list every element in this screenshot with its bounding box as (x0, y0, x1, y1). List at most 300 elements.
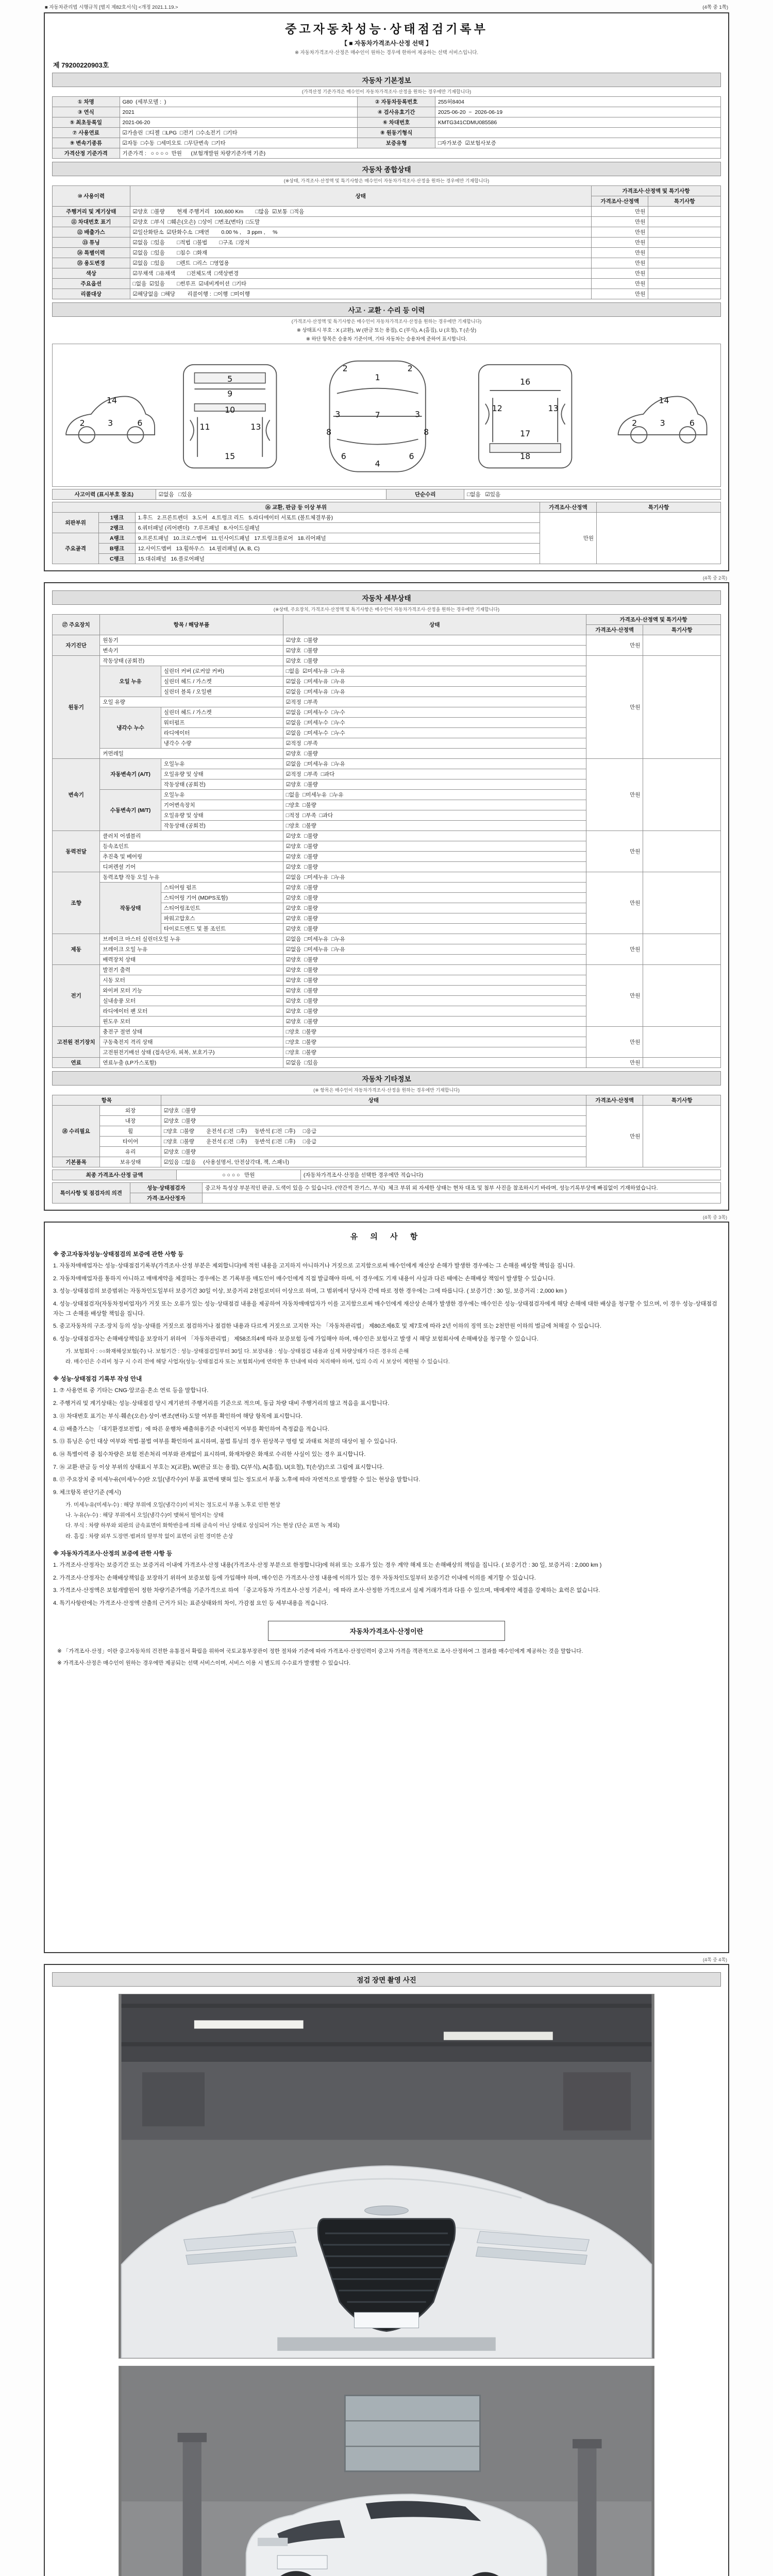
header-cell: 가격조사·산정액 및 특기사항 (586, 615, 720, 625)
table-row (53, 117, 721, 128)
cell: 중고차 특성상 부분적인 판금, 도색이 있을 수 있습니다. (약간씩 잔기스, 부식) 체크 부위 외 자세한 상태는 현차 대조 및 첨부 사진을 참조하시기 바라며, 성능기록부상에 빠짐없이 기재하였습니다. (203, 1183, 721, 1193)
table-row (53, 1095, 721, 1106)
notice-line: 1. ⑦ 사용연료 중 기타는 CNG·알코올·혼소 연료 등을 말합니다. (53, 1387, 209, 1394)
cell: 만원 (586, 1106, 643, 1167)
header-cell: 수동변속기 (M/T) (100, 790, 161, 831)
cell (643, 656, 721, 759)
cell: 만원 (586, 934, 643, 965)
notice-box (44, 1222, 729, 1953)
table-row (53, 934, 721, 944)
cell[interactable]: ☑양호 □불량 (283, 996, 586, 1006)
cell[interactable]: ☑양호 □불량 (283, 1006, 586, 1016)
cell[interactable]: ☑있음 □없음 (사용설명서, 안전삼각대, 잭, 스패너) (161, 1157, 586, 1167)
cell (643, 759, 721, 831)
cell (643, 1058, 721, 1068)
wheel-house-arc (561, 404, 565, 425)
cell: 타이로드엔드 및 볼 조인트 (161, 924, 283, 934)
notice-line: ※ 가격조사·산정은 매수인이 원하는 경우에만 제공되는 선택 서비스이며, 서비스 이용 시 별도의 수수료가 발생할 수 있습니다. (57, 1659, 351, 1666)
cell[interactable]: ☑양호 □불량 (283, 1016, 586, 1027)
cell: 기어변속장치 (161, 800, 283, 810)
cell: 원동기 (100, 635, 283, 646)
diagram-part-number: 3 (108, 418, 113, 428)
cell[interactable]: ☑무채색 □유채색 □전체도색 □색상변경 (130, 268, 591, 279)
cell (597, 513, 721, 564)
diagram-part-number: 3 (415, 409, 421, 419)
cell: 만원 (586, 965, 643, 1027)
cell[interactable]: ☑양호 □불량 (161, 1106, 586, 1116)
cell[interactable]: ☑없음 □있음 (156, 489, 386, 500)
notice-line: 4. ⑫ 배출가스는 「대기환경보전법」에 따른 운행차 배출허용기준 이내인지 여부를 확인하여 측정값을 적습니다. (53, 1426, 329, 1432)
section-etc-note: (※ 항목은 매수인이 자동차가격조사·산정을 원하는 경우에만 기재합니다) (313, 1088, 460, 1093)
header-cell: 상태 (283, 615, 586, 635)
cell (643, 965, 721, 1027)
table-row (53, 279, 721, 289)
section-accident-title: 사고 · 교환 · 수리 등 이력 (52, 302, 721, 317)
cell (648, 227, 721, 238)
cell[interactable]: ☑없음 □미세누수 □누수 (283, 718, 586, 728)
cell: 만원 (586, 872, 643, 934)
cell[interactable]: ☑적정 □부족 (283, 697, 586, 707)
cell: (자동차가격조사·산정을 선택한 경우에만 적습니다) (300, 1170, 720, 1180)
cell: 브레이크 마스터 실린더오일 누유 (100, 934, 283, 944)
cell: 시동 모터 (100, 975, 283, 986)
cell: 만원 (592, 279, 648, 289)
diagram-part-number: 9 (227, 388, 233, 399)
notice-line: ※ 자동차가격조사·산정의 보증에 관한 사항 등 (53, 1550, 172, 1557)
header-cell: ⑩ 사용이력 (53, 186, 130, 207)
cell: 유리 (100, 1147, 161, 1157)
cell[interactable]: ☑없음 □미세누유 □누유 (283, 944, 586, 955)
header-cell: ⑦ 사용연료 (53, 128, 120, 138)
notice-line: 가. 보험회사 : ○○화재해상보험(주) 나. 보험기간 : 성능·상태점검일부터 30일 다. 보장내용 : 성능·상태점검 내용과 실제 차량상태가 다른 경우의 손해 (65, 1348, 409, 1354)
cell[interactable]: ☑양호 □불량 (283, 831, 586, 841)
cell: 만원 (592, 289, 648, 299)
cell[interactable]: ☑양호 □불량 (283, 883, 586, 893)
notice-line: ※ 중고자동차성능·상태점검의 보증에 관한 사항 등 (53, 1251, 184, 1258)
table-row (53, 258, 721, 268)
section-photos-title: 점검 장면 촬영 사진 (52, 1972, 721, 1987)
diagram-part-number: 16 (520, 377, 531, 387)
notice-content (52, 1231, 721, 1668)
cell: 작동상태 (공회전) (161, 779, 283, 790)
header-cell: 가격조사·산정액 (586, 1095, 643, 1106)
cell: 라디에이터 팬 모터 (100, 1006, 283, 1016)
diagram-part-number: 13 (250, 421, 261, 432)
cell[interactable]: ☑양호 □불량 (283, 924, 586, 934)
cell: ○ ○ ○ ○ 만원 (176, 1170, 300, 1180)
header-cell: ⑭ 특별이력 (53, 248, 130, 258)
diagram-part-number: 10 (225, 404, 236, 415)
page-marker-3: (4쪽 중 3쪽) (702, 1215, 727, 1220)
cell: 만원 (586, 759, 643, 831)
diagram-part-number: 2 (632, 418, 637, 428)
cell[interactable]: ☑없음 □미세누유 □누유 (283, 872, 586, 883)
cell: 255허8404 (435, 97, 720, 107)
header-cell: 조향 (53, 872, 100, 934)
header-cell: ⑱ 수리필요 (53, 1106, 100, 1157)
header-cell: ⑨ 변속기종류 (53, 138, 120, 148)
photo-front-illustration (119, 1994, 654, 2358)
header-cell: 전기 (53, 965, 100, 1027)
notice-line: 라. 매수인은 수리비 청구 시 수리 전에 해당 사업자(성능·상태점검자 또는 보험회사)에 연락한 후 안내에 따라 처리해야 하며, 임의 수리 시 보상이 제한될 수 있습니다. (65, 1359, 450, 1365)
cell (648, 268, 721, 279)
cell[interactable]: ☑양호 □불량 (283, 749, 586, 759)
cell (648, 217, 721, 227)
diagram-part-number: 14 (106, 395, 117, 405)
photo-lift-illustration (119, 2366, 654, 2576)
cell[interactable]: □없음 □미세누유 □누유 (283, 790, 586, 800)
accident-history-table (52, 489, 721, 500)
cell[interactable]: ☑양호 □불량 (283, 656, 586, 666)
document-number: 제 79200220903호 (53, 61, 109, 69)
cell[interactable]: ☑양호 □불량 (161, 1116, 586, 1126)
cell: 작동상태 (공회전) (100, 656, 283, 666)
diagram-part-number: 12 (492, 403, 502, 414)
diagram-part-number: 3 (335, 409, 341, 419)
cell[interactable]: ☑없음 □있음 □적법 □불법 □구조 □장치 (130, 238, 591, 248)
cell[interactable]: ☑양호 □불량 (283, 903, 586, 913)
cell[interactable]: ☑양호 □불량 (283, 646, 586, 656)
inspection-record-box (44, 12, 729, 571)
cell[interactable]: □없음 ☑미세누유 □누유 (283, 666, 586, 676)
cell (648, 258, 721, 268)
cell: 충전구 절연 상태 (100, 1027, 283, 1037)
notice-title: 유 의 사 항 (350, 1232, 423, 1241)
cell[interactable]: □양호 □불량 (283, 1047, 586, 1058)
top-line (44, 2, 729, 12)
cell[interactable]: ☑양호 □불량 (283, 955, 586, 965)
table-row (53, 238, 721, 248)
cell: 2021-06-20 (120, 117, 358, 128)
basic-info-table (52, 96, 721, 159)
header-cell: 상태 (130, 186, 591, 207)
table-row (53, 289, 721, 299)
cell[interactable]: ☑양호 □불량 (283, 852, 586, 862)
notice-line: 5. ⑬ 튜닝은 승인 대상 여부와 적법·불법 여부를 확인하여 표시하며, 불법 튜닝의 경우 원상복구 명령 및 과태료 처분의 대상이 될 수 있습니다. (53, 1438, 397, 1445)
cell: 오일누유 (161, 759, 283, 769)
cell[interactable]: ☑없음 □있음 □렌트 □리스 □영업용 (130, 258, 591, 268)
cell[interactable]: □양호 □불량 운전석 (□전 □후) 동반석 (□전 □후) □응급 (161, 1126, 586, 1137)
cell: 만원 (592, 217, 648, 227)
cell: 1.후드 2.프론트펜더 3.도어 4.트렁크 리드 5.라디에이터 서포트 (볼트체결부품) (135, 513, 540, 523)
cell: 클러치 어셈블리 (100, 831, 283, 841)
header-cell: 특기사항 (643, 625, 721, 635)
header-cell: ⑬ 튜닝 (53, 238, 130, 248)
table-row (53, 831, 721, 841)
diagram-part-number: 1 (375, 372, 380, 382)
cell: 작동상태 (공회전) (161, 821, 283, 831)
cell: 보유상태 (100, 1157, 161, 1167)
cell: 만원 (586, 1027, 643, 1058)
cell[interactable]: ☑자동 □수동 □세미오토 □무단변속 □기타 (120, 138, 358, 148)
document-subtitle: 【 ■ 자동차가격조사·산정 선택 】 (341, 40, 432, 47)
detail-condition-box (44, 582, 729, 1211)
notice-line: 1. 자동차매매업자는 성능·상태점검기록부(가격조사·산정 부분은 제외합니다)에 적힌 내용을 고지하지 아니하거나 거짓으로 고지함으로써 매수인에게 재산상 손해가 발생한 경우에는 그 손해를 배상할 책임을 집니다. (53, 1263, 575, 1269)
cell: 만원 (592, 258, 648, 268)
table-row (53, 759, 721, 769)
notice-line: 2. 주행거리 및 계기상태는 성능·상태점검 당시 계기판의 주행거리를 기준으로 적으며, 동급 차량 대비 주행거리의 많고 적음을 표시합니다. (53, 1400, 390, 1407)
car-diagram (53, 346, 717, 483)
table-row (53, 107, 721, 117)
cell (648, 279, 721, 289)
diagram-part-number: 6 (409, 451, 414, 462)
cell: 윈도우 모터 (100, 1016, 283, 1027)
header-cell: 가격조사·산정액 및 특기사항 (592, 186, 721, 196)
cell[interactable]: ☑양호 □불량 (283, 635, 586, 646)
table-row (53, 268, 721, 279)
panel-rank-table (52, 502, 721, 564)
header-cell: B랭크 (99, 544, 135, 554)
cell: 2021 (120, 107, 358, 117)
cell[interactable]: ☑양호 □불량 (283, 779, 586, 790)
cell[interactable]: □양호 □불량 운전석 (□전 □후) 동반석 (□전 □후) □응급 (161, 1137, 586, 1147)
table-row (53, 502, 721, 513)
rear-window-line (337, 439, 418, 444)
cell: 9.프론트패널 10.크로스멤버 11.인사이드패널 17.트렁크플로어 18.리어패널 (135, 533, 540, 544)
cell (643, 1027, 721, 1058)
header-cell: 사고이력 (표시부호 참조) (53, 489, 156, 500)
cell: 기준가격 : ○ ○ ○ ○ 만원 (보험개발원 차량기준가액 기준) (120, 148, 721, 159)
cell (648, 238, 721, 248)
cell: 커먼레일 (100, 749, 283, 759)
cell: 만원 (592, 207, 648, 217)
cell[interactable]: ☑양호 □불량 (283, 841, 586, 852)
header-cell: ⑫ 배출가스 (53, 227, 130, 238)
header-cell: 보증유형 (358, 138, 435, 148)
table-row (53, 217, 721, 227)
header-cell: 단순수리 (386, 489, 464, 500)
document-title: 중고자동차성능·상태점검기록부 (285, 22, 488, 36)
cell: 고전원전기배선 상태 (접속단자, 피복, 보호기구) (100, 1047, 283, 1058)
cell[interactable]: ☑양호 □불량 (283, 975, 586, 986)
cell: 추진축 및 베어링 (100, 852, 283, 862)
cell[interactable]: ☑가솔린 □디젤 □LPG □전기 □수소전기 □기타 (120, 128, 358, 138)
cell[interactable]: ☑없음 □미세누유 □누유 (283, 759, 586, 769)
header-cell: 주요옵션 (53, 279, 130, 289)
cell[interactable]: □적정 □부족 □과다 (283, 810, 586, 821)
cell: 파워고압호스 (161, 913, 283, 924)
diagram-part-number: 17 (520, 428, 531, 438)
cell: 오일유량 및 상태 (161, 769, 283, 779)
diagram-part-number: 8 (424, 427, 429, 437)
diagram-part-number: 6 (689, 418, 695, 428)
notice-line: 2. 가격조사·산정자는 손해배상책임을 보장하기 위하여 보증보험 등에 가입해야 하며, 매수인은 가격조사·산정 내용에 이의가 있는 경우 자동차인도일부터 보증기간 이내에 이의를 제기할 수 있습니다. (53, 1574, 536, 1581)
cell[interactable]: □양호 □불량 (283, 821, 586, 831)
section-detail-title: 자동차 세부상태 (52, 590, 721, 605)
notice-line: 4. 성능·상태점검자(자동차정비업자)가 거짓 또는 오류가 있는 성능·상태점검 내용을 제공하여 자동차매매업자가 이를 고지함으로써 매수인에게 재산상 손해가 발생한 경우에는 매수인은 성능·상태점검자에게 해당 손해에 대한 배상을 청구할 수 있으며, 이 경우 성능·상태점검자는 그 손해를 배상할 책임을 집니다. (53, 1301, 717, 1317)
cell[interactable]: □자가보증 ☑보험사보증 (435, 138, 720, 148)
header-cell: 특기사항 (648, 196, 721, 207)
table-row (53, 97, 721, 107)
header-cell: 제동 (53, 934, 100, 965)
cell[interactable]: ☑없음 □미세누수 □누수 (283, 728, 586, 738)
notice-line: 8. ⑰ 주요장치 중 미세누유(미세누수)란 오일(냉각수)이 부품 표면에 맺혀 있는 정도로서 부품 노후에 따라 자연적으로 발생할 수 있는 현상을 말합니다. (53, 1477, 421, 1483)
photo-workshop-lift (119, 2366, 654, 2576)
cell[interactable]: □양호 □불량 (283, 1027, 586, 1037)
cell (203, 1193, 721, 1204)
header-cell: 항목 / 해당부품 (100, 615, 283, 635)
cell[interactable]: ☑일산화탄소 ☑탄화수소 □매연 0.00 % , 3 ppm , % (130, 227, 591, 238)
notice-line: 7. ⑯ 교환·판금 등 이상 부위의 상태표시 부호는 X(교환), W(판금 또는 용접), C(부식), A(흠집), U(요철), T(손상)으로 그림에 표시합니다. (53, 1464, 384, 1470)
notice-line: 6. ⑭ 특별이력 중 침수차량은 보험 전손처리 여부와 관계없이 표시하며, 화재차량은 화재로 수리한 사실이 있는 경우 표시합니다. (53, 1451, 366, 1458)
cell: 오일 유량 (100, 697, 283, 707)
header-cell: 색상 (53, 268, 130, 279)
diagram-part-number: 13 (548, 403, 559, 414)
cell: 동력조향 작동 오일 누유 (100, 872, 283, 883)
section-basic-info-title: 자동차 기본정보 (52, 73, 721, 87)
table-row (53, 615, 721, 625)
header-cell: 가격·조사산정자 (130, 1193, 203, 1204)
photos-box (44, 1964, 729, 2576)
header-cell: 기본품목 (53, 1157, 100, 1167)
cell: 만원 (586, 656, 643, 759)
photo-workshop-front (119, 1994, 654, 2359)
cell[interactable]: ☑없음 □있음 □침수 □화재 (130, 248, 591, 258)
table-row (53, 656, 721, 666)
cell: 만원 (592, 227, 648, 238)
header-cell: 동력전달 (53, 831, 100, 872)
notice-line: 9. 체크항목 판단기준 (예시) (53, 1489, 121, 1496)
table-row (53, 513, 721, 523)
header-cell: ① 차명 (53, 97, 120, 107)
cell[interactable]: ☑양호 □불량 (161, 1147, 586, 1157)
cell: 발전기 출력 (100, 965, 283, 975)
table-row (53, 227, 721, 238)
header-cell: ⑯ 교환, 판금 등 이상 부위 (53, 502, 540, 513)
header-cell: 특기사항 (597, 502, 721, 513)
cell: 구동축전지 격리 상태 (100, 1037, 283, 1047)
table-row (53, 1106, 721, 1116)
cell: 외장 (100, 1106, 161, 1116)
cell: 15.대쉬패널 16.플로어패널 (135, 554, 540, 564)
header-cell: ⑧ 원동기형식 (358, 128, 435, 138)
cell: 스티어링 펌프 (161, 883, 283, 893)
cell[interactable]: ☑양호 □불량 (283, 893, 586, 903)
cell[interactable]: ☑양호 □불량 현재 주행거리 100,600 Km □많음 ☑보통 □적음 (130, 207, 591, 217)
inspector-opinion-table (52, 1182, 721, 1204)
final-price-table (52, 1170, 721, 1180)
cell[interactable]: ☑없음 □미세누수 □누수 (283, 707, 586, 718)
header-cell: 가격조사·산정액 (586, 625, 643, 635)
cell: 만원 (586, 635, 643, 656)
cell[interactable]: ☑없음 □미세누유 □누유 (283, 687, 586, 697)
cell[interactable]: □없음 ☑있음 □썬루프 ☑네비게이션 □기타 (130, 279, 591, 289)
cell: 만원 (592, 238, 648, 248)
cell[interactable]: ☑양호 □부식 □훼손(오손) □상이 □변조(변타) □도말 (130, 217, 591, 227)
header-cell: ③ 연식 (53, 107, 120, 117)
header-cell: C랭크 (99, 554, 135, 564)
diagram-part-number: 3 (660, 418, 665, 428)
table-row (53, 1027, 721, 1037)
cell: 라디에이터 (161, 728, 283, 738)
header-cell: 가격조사·산정액 (540, 502, 596, 513)
table-row (53, 489, 721, 500)
wheel-house-arc (190, 420, 194, 440)
notice-line: 다. 부식 : 차량 하부와 외판의 금속표면이 화학반응에 의해 금속이 아닌 상태로 상실되어 가는 현상 (단순 표면 녹 제외) (65, 1522, 340, 1529)
header-cell: 상태 (161, 1095, 586, 1106)
cell[interactable]: □양호 □불량 (283, 800, 586, 810)
cell: 만원 (586, 1058, 643, 1068)
cell: 워터펌프 (161, 718, 283, 728)
section-basic-info-note: (가격산정 기준가격은 매수인이 자동차가격조사·산정을 원하는 경우에만 기재합니다) (301, 89, 472, 94)
header-cell: 최종 가격조사·산정 금액 (53, 1170, 177, 1180)
cell[interactable]: ☑양호 □불량 (283, 965, 586, 975)
page-marker-2: (4쪽 중 2쪽) (702, 575, 727, 581)
page-marker-4: (4쪽 중 4쪽) (702, 1957, 727, 1962)
header-cell: 주행거리 및 계기상태 (53, 207, 130, 217)
table-row (53, 248, 721, 258)
section-accident-note: (가격조사·산정액 및 특기사항은 매수인이 자동차가격조사·산정을 원하는 경우에만 기재합니다) (291, 319, 482, 324)
detail-condition-table (52, 614, 721, 1068)
header-cell: 냉각수 누수 (100, 707, 161, 749)
header-cell: 오일 누유 (100, 666, 161, 697)
cell[interactable]: ☑양호 □불량 (283, 986, 586, 996)
cell[interactable]: ☑없음 □미세누유 □누유 (283, 676, 586, 687)
cell[interactable]: ☑해당없음 □해당 리콜이행 : □이행 □미이행 (130, 289, 591, 299)
cell: 디퍼렌셜 기어 (100, 862, 283, 872)
table-row (53, 965, 721, 975)
header-cell: 자동변속기 (A/T) (100, 759, 161, 790)
cell: 실내송풍 모터 (100, 996, 283, 1006)
notice-line: ※ 성능·상태점검 기록부 작성 안내 (53, 1376, 142, 1383)
cell[interactable]: □양호 □불량 (283, 1037, 586, 1047)
diagram-part-number: 2 (407, 363, 413, 374)
header-cell: A랭크 (99, 533, 135, 544)
notice-line: ※ 「가격조사·산정」이란 중고자동차의 건전한 유통질서 확립을 위하여 국토교통부장관이 정한 절차와 기준에 따라 가격조사·산정인력이 중고차 가격을 객관적으로 조사·산정하여 그 결과를 매수인에게 제공하는 것을 말합니다. (57, 1648, 583, 1654)
header-cell: 가격조사·산정액 (592, 196, 648, 207)
table-row (53, 1058, 721, 1068)
header-cell: 작동상태 (100, 883, 161, 934)
cell (643, 1106, 721, 1167)
cell[interactable]: ☑없음 □있음 (283, 1058, 586, 1068)
car-diagram-wrap (52, 344, 721, 487)
notice-line: 3. 가격조사·산정액은 보험개발원이 정한 차량기준가액을 기준가격으로 하여 「중고자동차 가격조사·산정 기준서」에 따라 조사·산정한 가격으로서 실제 거래가격과 다를 수 있으며, 매매계약 체결을 강제하는 효력은 없습니다. (53, 1587, 600, 1594)
header-cell: 항목 (53, 1095, 161, 1106)
cell (643, 872, 721, 934)
cell[interactable]: ☑적정 □부족 □과다 (283, 769, 586, 779)
notice-line: 4. 특기사항란에는 가격조사·산정액 산출의 근거가 되는 표준상태와의 차이, 가감점 요인 등 세부내용을 적습니다. (53, 1600, 328, 1606)
cell: 실린더 블록 / 오일팬 (161, 687, 283, 697)
cell[interactable]: ☑적정 □부족 (283, 738, 586, 749)
cell: G80 (세부모델 : ) (120, 97, 358, 107)
header-cell: 가격산정 기준가격 (53, 148, 120, 159)
header-cell: ⑰ 주요장치 (53, 615, 100, 635)
header-cell: 특기사항 (643, 1095, 721, 1106)
table-row (53, 1170, 721, 1180)
cell: 12.사이드멤버 13.휠하우스 14.필러패널 (A, B, C) (135, 544, 540, 554)
header-cell: 리콜대상 (53, 289, 130, 299)
cell[interactable]: ☑양호 □불량 (283, 913, 586, 924)
notice-line: 6. 성능·상태점검자는 손해배상책임을 보장하기 위하여 「자동차관리법」 제58조의4에 따라 보증보험 등에 가입해야 하며, 매수인은 보험사고 발생 시 해당 보험회사에 손해배상을 청구할 수 있습니다. (53, 1336, 539, 1343)
notice-line: 3. ⑪ 차대번호 표기는 부식·훼손(오손)·상이·변조(변타)·도말 여부를 확인하여 해당 항목에 표시합니다. (53, 1413, 303, 1419)
cell (648, 207, 721, 217)
cell (648, 289, 721, 299)
cell: 실린더 커버 (로커암 커버) (161, 666, 283, 676)
diagram-part-number: 7 (375, 410, 380, 420)
table-row (53, 128, 721, 138)
cell: 스티어링조인트 (161, 903, 283, 913)
price-survey-definition-box: 자동차가격조사·산정이란 (268, 1621, 505, 1641)
diagram-part-number: 11 (199, 421, 210, 432)
cell[interactable]: ☑양호 □불량 (283, 862, 586, 872)
cell: 등속조인트 (100, 841, 283, 852)
cell[interactable]: □없음 ☑있음 (464, 489, 721, 500)
diagram-part-number: 8 (326, 427, 332, 437)
header-cell: 1랭크 (99, 513, 135, 523)
cell[interactable]: ☑없음 □미세누유 □누유 (283, 934, 586, 944)
table-row (53, 138, 721, 148)
cell: 오일누유 (161, 790, 283, 800)
